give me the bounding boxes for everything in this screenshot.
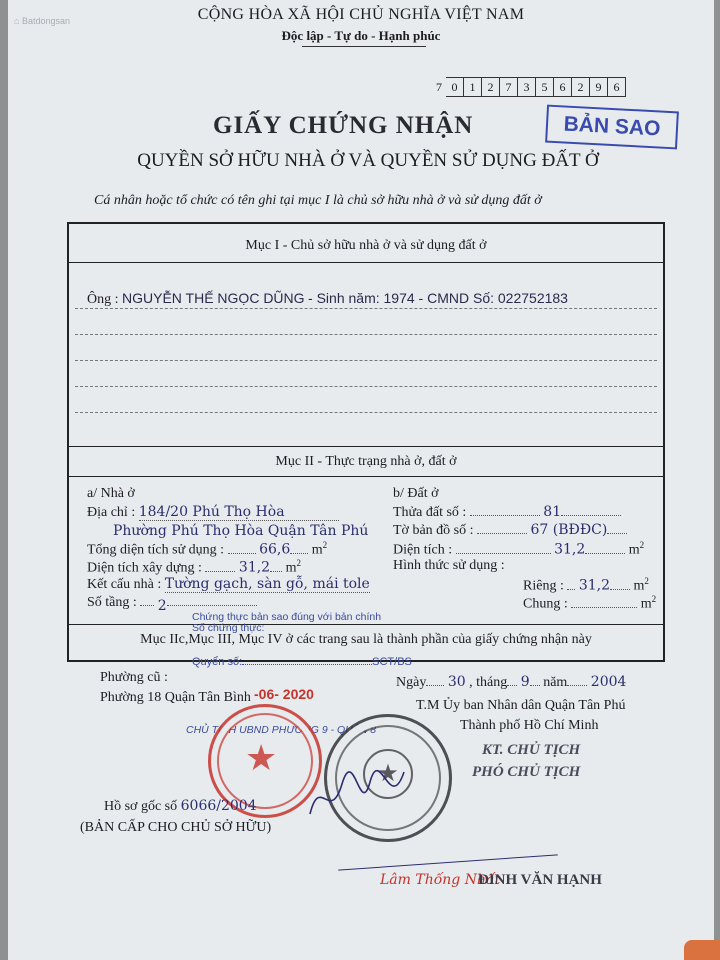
certification-line1: Chứng thực bản sao đúng với bản chính	[192, 611, 382, 623]
year-label: năm	[543, 675, 568, 690]
land-title: b/ Đất ở	[393, 486, 439, 501]
serial-digit: 0	[446, 77, 464, 97]
record-label: Hồ sơ gốc số	[104, 799, 178, 814]
serial-digit: 6	[608, 77, 626, 97]
serial-digit: 2	[482, 77, 500, 97]
address-row	[87, 504, 339, 521]
serial-digit: 6	[554, 77, 572, 97]
serial-number	[436, 77, 626, 97]
certificate-page	[8, 0, 714, 960]
unit-label: m	[640, 596, 652, 612]
section2-heading: Mục II - Thực trạng nhà ở, đất ở	[275, 454, 457, 469]
land-area-value: 31,2	[554, 541, 586, 558]
blank-line	[75, 412, 657, 413]
certification-line2	[192, 623, 381, 634]
address-line2: Phường Phú Thọ Hòa Quận Tân Phú	[113, 523, 369, 539]
owner-info: - Sinh năm: 1974 - CMND Số: 022752183	[308, 290, 568, 306]
house-title: a/ Nhà ở	[87, 486, 135, 501]
document-subtitle: QUYỀN SỞ HỮU NHÀ Ở VÀ QUYỀN SỬ DỤNG ĐẤT Ở	[137, 150, 599, 171]
watermark-icon: ⌂	[14, 16, 20, 26]
divider	[69, 262, 663, 263]
star-icon: ★	[245, 738, 278, 778]
build-area-label: Diện tích xây dựng :	[87, 560, 206, 576]
signer2-name: ĐINH VĂN HẠNH	[478, 872, 602, 888]
certification-date: -06- 2020	[254, 686, 314, 702]
serial-digit: 5	[536, 77, 554, 97]
private-label: Riêng :	[523, 578, 568, 594]
old-ward-value: Phường 18 Quận Tân Bình	[100, 690, 251, 705]
private-row: Riêng : 31,2 $m^2$	[523, 576, 649, 594]
unit-label: m	[311, 542, 323, 558]
date-prefix: Ngày	[396, 675, 427, 690]
total-area-value: 66,6	[259, 541, 291, 558]
map-value: 67 (BĐĐC)	[530, 522, 608, 538]
map-label: Tờ bản đồ số :	[393, 523, 478, 538]
private-value: 31,2	[578, 577, 611, 594]
structure-row	[87, 576, 370, 593]
build-area-value: 31,2	[238, 559, 271, 576]
owner-name: NGUYỄN THẾ NGỌC DŨNG	[122, 290, 305, 306]
emblem-icon: ★	[363, 749, 413, 799]
unit-label: m	[633, 578, 645, 594]
land-area-label: Diện tích :	[393, 542, 456, 558]
document-title: GIẤY CHỨNG NHẬN	[213, 112, 474, 139]
total-area-label: Tổng diện tích sử dụng :	[87, 542, 228, 558]
certification-office: CHỦ TỊCH UBND PHƯỜNG 9 - QUẬN 8	[186, 724, 377, 736]
serial-digit: 3	[518, 77, 536, 97]
divider	[69, 446, 663, 447]
copy-stamp: BẢN SAO	[545, 105, 679, 150]
land-area-row: Diện tích : 31,2 $m^2$	[393, 540, 645, 558]
content-table	[67, 222, 665, 662]
month-label: , tháng	[469, 675, 508, 690]
serial-digit: 7	[436, 80, 442, 94]
authority-line1: T.M Ủy ban Nhân dân Quận Tân Phú	[416, 698, 626, 713]
country-header: CỘNG HÒA XÃ HỘI CHỦ NGHĨA VIỆT NAM	[197, 6, 525, 23]
usage-row: Hình thức sử dụng :	[393, 558, 505, 573]
book-number-label: Quyển số:	[192, 656, 243, 668]
intro-text: Cá nhân hoặc tổ chức có tên ghi tại mục I là chủ sở hữu nhà ở và sử dụng đất ở	[94, 193, 542, 208]
serial-digit: 2	[572, 77, 590, 97]
parcel-row	[393, 504, 621, 521]
month-value: 9	[520, 674, 530, 690]
structure-label: Kết cấu nhà :	[87, 577, 162, 592]
divider	[69, 476, 663, 477]
section-note: Mục IIc,Mục III, Mục IV ở các trang sau là thành phần của giấy chứng nhận này	[140, 632, 592, 647]
blank-line	[75, 334, 657, 335]
blank-line	[75, 308, 657, 309]
serial-digit: 1	[464, 77, 482, 97]
floors-value: 2	[157, 598, 167, 614]
issued-to: (BẢN CẤP CHO CHỦ SỞ HỮU)	[80, 820, 272, 835]
motto: Độc lập - Tự do - Hạnh phúc	[281, 28, 441, 43]
signature-scribble	[300, 764, 410, 834]
parcel-label: Thửa đất số :	[393, 505, 470, 520]
record-value: 6066/2004	[180, 798, 257, 814]
position-line1: KT. CHỦ TỊCH	[482, 742, 581, 758]
blank-line	[75, 360, 657, 361]
address-label: Địa chỉ :	[87, 505, 136, 520]
section1-heading: Mục I - Chủ sở hữu nhà ở và sử dụng đất ở	[245, 238, 487, 253]
book-number-suffix: SCT/BS	[372, 656, 412, 668]
serial-digit: 7	[500, 77, 518, 97]
corner-fold	[684, 940, 720, 960]
certification-number-label: Số chứng thực:	[192, 622, 265, 634]
address-value: 184/20 Phú Thọ Hòa	[139, 504, 339, 521]
unit-label: m	[285, 560, 297, 576]
day-value: 30	[447, 674, 466, 690]
signer1-name: Lâm Thống Nhất	[380, 872, 501, 888]
build-area-row: Diện tích xây dựng : 31,2 $m^2$	[87, 558, 301, 576]
map-row	[393, 522, 627, 539]
issue-date	[396, 674, 626, 691]
motto-underline	[302, 46, 426, 47]
floors-label: Số tầng :	[87, 595, 141, 610]
blank-line	[75, 386, 657, 387]
book-number-row	[192, 656, 412, 668]
owner-line	[87, 290, 568, 308]
structure-value: Tường gạch, sàn gỗ, mái tole	[164, 576, 370, 592]
common-label: Chung :	[523, 596, 572, 612]
watermark-text: Batdongsan	[21, 16, 70, 26]
authority-line2: Thành phố Hồ Chí Minh	[460, 718, 599, 733]
owner-label: Ông :	[87, 292, 119, 307]
total-area-row: Tổng diện tích sử dụng : 66,6 $m^2$	[87, 540, 328, 558]
serial-digit: 9	[590, 77, 608, 97]
record-row	[104, 798, 257, 815]
common-row: Chung : $m^2$	[523, 594, 657, 612]
certification-block	[192, 612, 381, 634]
signer-line	[338, 854, 558, 870]
year-value: 2004	[590, 674, 627, 690]
parcel-value: 81	[543, 504, 562, 520]
unit-label: m	[628, 542, 640, 558]
floors-row	[87, 594, 257, 614]
old-ward-label: Phường cũ :	[100, 670, 168, 685]
position-line2: PHÓ CHỦ TỊCH	[472, 764, 581, 780]
